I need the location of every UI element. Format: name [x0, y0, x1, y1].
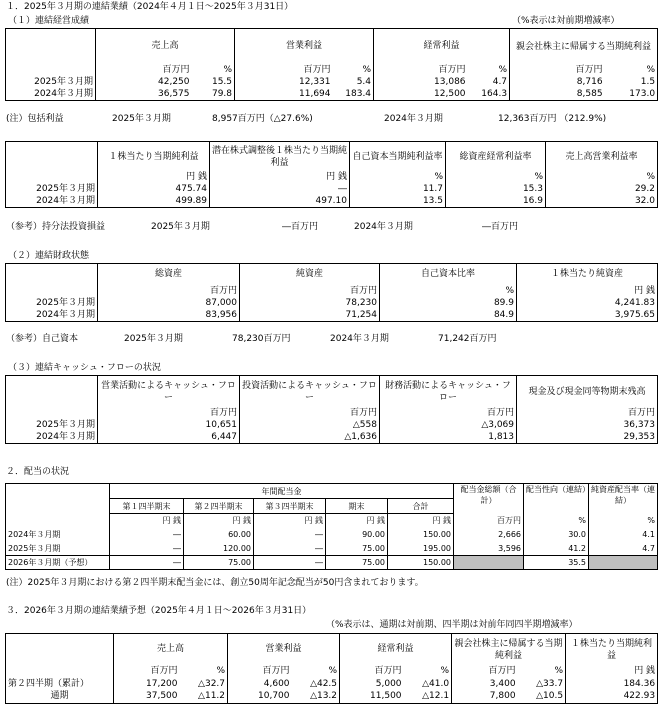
- cell: 30.0: [524, 528, 589, 542]
- header-investing-cf: 投資活動によるキャッシュ・フロー: [240, 376, 380, 408]
- header-eps: １株当たり当期純利益: [98, 142, 210, 172]
- cell: 475.74: [98, 184, 210, 196]
- row-label: 2024年３月期: [6, 528, 110, 542]
- row-label: 2024年３月期: [6, 432, 98, 444]
- table-row: [6, 528, 658, 542]
- row-label: 2025年３月期: [6, 77, 96, 89]
- cell: 499.89: [98, 196, 210, 208]
- cell: 164.3: [468, 89, 510, 101]
- unit-blank: [6, 408, 98, 420]
- row-label: 第２四半期（累計）: [6, 678, 114, 691]
- cell: 4.7: [589, 542, 658, 556]
- cell: 2,666: [454, 528, 524, 542]
- cell: 60.00: [184, 528, 254, 542]
- equity-method-value1: ―百万円: [282, 222, 319, 232]
- cell: 29,353: [517, 432, 658, 444]
- cell: 35.5: [524, 556, 589, 570]
- per-share-table: [5, 141, 658, 208]
- percent-note: （%表示は対前期増減率）: [512, 16, 620, 26]
- unit-blank: [6, 172, 98, 184]
- header-ordinary-profit: 経常利益: [374, 29, 510, 65]
- unit: %: [404, 666, 452, 678]
- cell: 87,000: [98, 298, 240, 310]
- cell: △11.2: [180, 691, 228, 704]
- unit: 円 銭: [517, 286, 658, 298]
- unit-blank: [6, 286, 98, 298]
- cell: ―: [254, 542, 326, 556]
- cell: 150.00: [388, 556, 454, 570]
- cell: 75.00: [326, 556, 388, 570]
- header-operating-profit: 営業利益: [235, 29, 374, 65]
- header-financing-cf: 財務活動によるキャッシュ・フロー: [380, 376, 517, 408]
- unit: %: [350, 172, 446, 184]
- table-row: [6, 432, 658, 444]
- cell: 75.00: [184, 556, 254, 570]
- equity-method-period1: 2025年３月期: [151, 222, 210, 232]
- cell: 10,700: [228, 691, 292, 704]
- cell: 150.00: [388, 528, 454, 542]
- unit: %: [192, 65, 235, 77]
- cell: 8,585: [510, 89, 605, 101]
- header-total: 合計: [388, 499, 454, 514]
- unit: 円 銭: [326, 514, 388, 528]
- unit: 百万円: [96, 65, 192, 77]
- cell: 8,716: [510, 77, 605, 89]
- header-roa: 総資産経常利益率: [446, 142, 546, 172]
- header-blank: [6, 142, 98, 172]
- cell: 5,000: [340, 678, 404, 691]
- unit: 百万円: [380, 408, 517, 420]
- unit: 円 銭: [98, 172, 210, 184]
- unit: 百万円: [114, 666, 180, 678]
- unit: 円 銭: [566, 666, 658, 678]
- cell: 42,250: [96, 77, 192, 89]
- cell: 120.00: [184, 542, 254, 556]
- comprehensive-income-label: (注）包括利益: [6, 114, 64, 124]
- header-payout-ratio: 配当性向（連結）: [524, 484, 589, 514]
- cell: 6,447: [98, 432, 240, 444]
- unit: 百万円: [235, 65, 333, 77]
- cell: 10,651: [98, 420, 240, 432]
- cell: ―: [110, 542, 184, 556]
- header-bps: １株当たり純資産: [517, 264, 658, 286]
- unit: 百万円: [98, 408, 240, 420]
- cell: 15.3: [446, 184, 546, 196]
- cell: △41.0: [404, 678, 452, 691]
- row-label: 2025年３月期: [6, 184, 98, 196]
- table-row: [6, 556, 658, 570]
- header-year-end: 期末: [326, 499, 388, 514]
- unit: 円 銭: [254, 514, 326, 528]
- own-capital-value2: 71,242百万円: [438, 334, 497, 344]
- own-capital-value1: 78,230百万円: [232, 334, 291, 344]
- table-row: [6, 678, 658, 691]
- unit: %: [524, 514, 589, 528]
- row-label: 2024年３月期: [6, 310, 98, 322]
- unit: %: [292, 666, 340, 678]
- unit-blank: [6, 666, 114, 678]
- header-blank: [6, 29, 96, 65]
- cell: 3,400: [452, 678, 518, 691]
- equity-method-period2: 2024年３月期: [354, 222, 413, 232]
- cell: 173.0: [605, 89, 658, 101]
- header-cash-balance: 現金及び現金同等物期末残高: [517, 376, 658, 408]
- cell: ―: [254, 528, 326, 542]
- header-equity-ratio: 自己資本比率: [380, 264, 517, 286]
- table-row: [6, 420, 658, 432]
- cell: 71,254: [240, 310, 380, 322]
- subsection-financial-position: （２）連結財政状態: [8, 251, 90, 261]
- row-label: 2024年３月期: [6, 89, 96, 101]
- unit: %: [518, 666, 566, 678]
- header-diluted-eps: 潜在株式調整後１株当たり当期純利益: [210, 142, 350, 172]
- own-capital-period2: 2024年３月期: [330, 334, 389, 344]
- row-label: 2025年３月期: [6, 420, 98, 432]
- cell: ―: [210, 184, 350, 196]
- cell: 36,575: [96, 89, 192, 101]
- header-net-sales: 売上高: [114, 634, 228, 666]
- unit: 円 銭: [210, 172, 350, 184]
- cell: 37,500: [114, 691, 180, 704]
- table-row: [6, 89, 658, 101]
- header-blank: [6, 634, 114, 666]
- unit: 百万円: [240, 408, 380, 420]
- unit: %: [468, 65, 510, 77]
- cell: △33.7: [518, 678, 566, 691]
- unit: 百万円: [98, 286, 240, 298]
- header-total-dividends: 配当金総額（合計）: [454, 484, 524, 514]
- cell: 3,975.65: [517, 310, 658, 322]
- cell: 78,230: [240, 298, 380, 310]
- unit: %: [180, 666, 228, 678]
- subsection-operating-results: （１）連結経営成績: [8, 16, 90, 26]
- cell: 1,813: [380, 432, 517, 444]
- forecast-percent-note: （%表示は、通期は対前期、四半期は対前年同四半期増減率）: [326, 620, 578, 630]
- unit: %: [605, 65, 658, 77]
- equity-method-value2: ―百万円: [482, 222, 519, 232]
- cell: △42.5: [292, 678, 340, 691]
- table-row: [6, 196, 658, 208]
- operating-results-table: [5, 28, 658, 101]
- comprehensive-income-period1: 2025年３月期: [112, 114, 171, 124]
- header-roe: 自己資本当期純利益率: [350, 142, 446, 172]
- cell: △32.7: [180, 678, 228, 691]
- unit: %: [380, 286, 517, 298]
- cell: 13.5: [350, 196, 446, 208]
- cell: 184.36: [566, 678, 658, 691]
- cell: 5.4: [333, 77, 374, 89]
- unit: 百万円: [452, 666, 518, 678]
- cell: 11.7: [350, 184, 446, 196]
- cell: 12,500: [374, 89, 468, 101]
- cell: 7,800: [452, 691, 518, 704]
- cell: △13.2: [292, 691, 340, 704]
- unit-blank: [6, 514, 110, 528]
- header-net-sales: 売上高: [96, 29, 235, 65]
- cell: 4.1: [589, 528, 658, 542]
- cash-flows-table: [5, 375, 658, 444]
- unit: %: [446, 172, 546, 184]
- cell: 15.5: [192, 77, 235, 89]
- cell: 83,956: [98, 310, 240, 322]
- forecast-table: [5, 633, 658, 704]
- cell: △12.1: [404, 691, 452, 704]
- cell: 29.2: [546, 184, 658, 196]
- row-label: 通期: [6, 691, 114, 704]
- subsection-cash-flows: （３）連結キャッシュ・フローの状況: [8, 363, 161, 373]
- cell: ―: [110, 556, 184, 570]
- table-row: [6, 184, 658, 196]
- comprehensive-income-value1: 8,957百万円（△27.6%): [212, 114, 313, 124]
- cell: 4,241.83: [517, 298, 658, 310]
- unit: 百万円: [228, 666, 292, 678]
- row-label: 2026年３月期（予想）: [6, 556, 110, 570]
- row-label: 2025年３月期: [6, 542, 110, 556]
- cell: 183.4: [333, 89, 374, 101]
- header-blank: [6, 376, 98, 408]
- cell: 195.00: [388, 542, 454, 556]
- table-row: [6, 310, 658, 322]
- cell: 84.9: [380, 310, 517, 322]
- cell: 1.5: [605, 77, 658, 89]
- unit: 円 銭: [110, 514, 184, 528]
- cell: 75.00: [326, 542, 388, 556]
- table-row: [6, 77, 658, 89]
- header-blank: [6, 484, 110, 514]
- cell: △10.5: [518, 691, 566, 704]
- table-row: [6, 542, 658, 556]
- row-label: 2025年３月期: [6, 298, 98, 310]
- own-capital-period1: 2025年３月期: [124, 334, 183, 344]
- unit-blank: [6, 65, 96, 77]
- section3-title: ３．2026年３月期の連結業績予想（2025年４月１日～2026年３月31日）: [6, 606, 312, 616]
- own-capital-label: （参考）自己資本: [6, 334, 79, 344]
- cell: [589, 556, 658, 570]
- cell: 4,600: [228, 678, 292, 691]
- cell: 36,373: [517, 420, 658, 432]
- cell: 16.9: [446, 196, 546, 208]
- header-net-assets: 純資産: [240, 264, 380, 286]
- unit: 百万円: [454, 514, 524, 528]
- unit: 百万円: [374, 65, 468, 77]
- unit: 百万円: [510, 65, 605, 77]
- cell: 11,694: [235, 89, 333, 101]
- header-operating-margin: 売上高営業利益率: [546, 142, 658, 172]
- cell: 4.7: [468, 77, 510, 89]
- cell: 89.9: [380, 298, 517, 310]
- unit: %: [333, 65, 374, 77]
- dividends-table: [5, 483, 658, 570]
- row-label: 2024年３月期: [6, 196, 98, 208]
- cell: ―: [110, 528, 184, 542]
- cell: [454, 556, 524, 570]
- cell: 32.0: [546, 196, 658, 208]
- header-operating-profit: 営業利益: [228, 634, 340, 666]
- table-row: [6, 691, 658, 704]
- unit: 百万円: [517, 408, 658, 420]
- cell: 90.00: [326, 528, 388, 542]
- cell: 17,200: [114, 678, 180, 691]
- table-row: [6, 298, 658, 310]
- cell: 3,596: [454, 542, 524, 556]
- header-annual-dividends: 年間配当金: [110, 484, 454, 499]
- comprehensive-income-value2: 12,363百万円 （212.9%): [498, 114, 607, 124]
- header-doe: 純資産配当率（連結）: [589, 484, 658, 514]
- unit: 円 銭: [388, 514, 454, 528]
- unit: 百万円: [240, 286, 380, 298]
- cell: ―: [254, 556, 326, 570]
- cell: 11,500: [340, 691, 404, 704]
- cell: 12,331: [235, 77, 333, 89]
- header-ordinary-profit: 経常利益: [340, 634, 452, 666]
- cell: 79.8: [192, 89, 235, 101]
- header-q3: 第３四半期末: [254, 499, 326, 514]
- cell: 13,086: [374, 77, 468, 89]
- section2-title: ２．配当の状況: [6, 467, 70, 477]
- unit: 百万円: [340, 666, 404, 678]
- cell: △3,069: [380, 420, 517, 432]
- dividend-note: (注）2025年３月期における第２四半期末配当金には、創立50周年記念配当が50円含まれております。: [6, 578, 424, 588]
- header-q1: 第１四半期末: [110, 499, 184, 514]
- cell: △1,636: [240, 432, 380, 444]
- unit: 円 銭: [184, 514, 254, 528]
- unit: %: [589, 514, 658, 528]
- cell: 41.2: [524, 542, 589, 556]
- header-net-income: 親会社株主に帰属する当期純利益: [510, 29, 658, 65]
- header-blank: [6, 264, 98, 286]
- cell: △558: [240, 420, 380, 432]
- header-q2: 第２四半期末: [184, 499, 254, 514]
- header-eps: １株当たり当期純利益: [566, 634, 658, 666]
- header-operating-cf: 営業活動によるキャッシュ・フロー: [98, 376, 240, 408]
- unit: %: [546, 172, 658, 184]
- equity-method-label: （参考）持分法投資損益: [6, 222, 106, 232]
- header-net-income: 親会社株主に帰属する当期純利益: [452, 634, 566, 666]
- section1-title: １．2025年３月期の連結業績（2024年４月１日～2025年３月31日）: [6, 2, 294, 12]
- comprehensive-income-period2: 2024年３月期: [384, 114, 443, 124]
- header-total-assets: 総資産: [98, 264, 240, 286]
- cell: 422.93: [566, 691, 658, 704]
- financial-position-table: [5, 263, 658, 322]
- cell: 497.10: [210, 196, 350, 208]
